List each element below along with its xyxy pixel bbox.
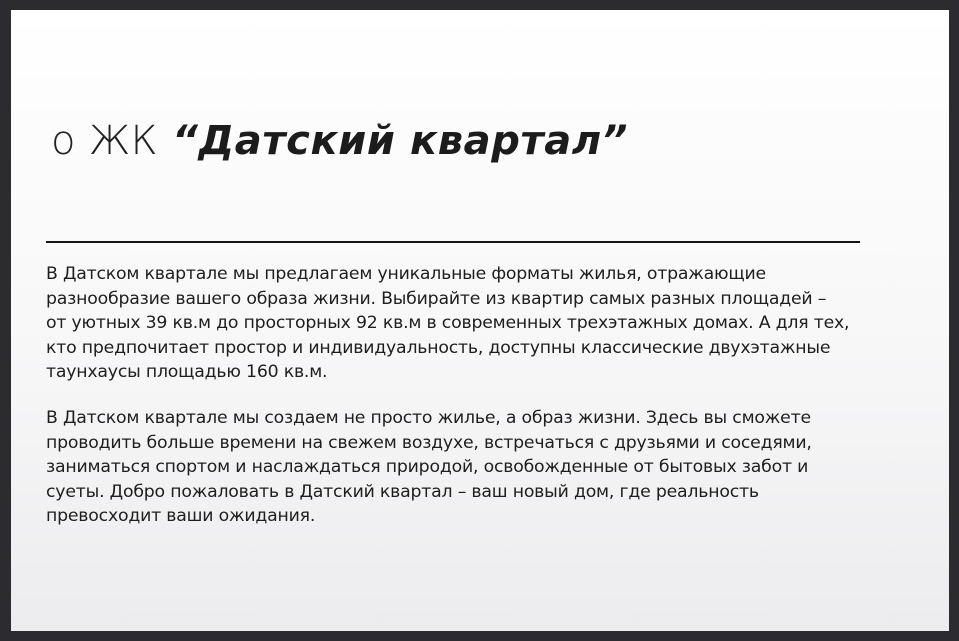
- paragraph-line: В Датском квартале мы создаем не просто жилье, а образ жизни. Здесь вы сможете: [46, 408, 811, 428]
- paragraph-line: проводить больше времени на свежем воздухе, встречаться с друзьями и соседями,: [46, 432, 812, 453]
- paragraph-lifestyle: [46, 406, 926, 529]
- paragraph-line: разнообразие вашего образа жизни. Выбирайте из квартир самых разных площадей –: [46, 288, 827, 309]
- paragraph-formats: [46, 262, 926, 385]
- title-divider: [46, 241, 860, 243]
- paragraph-line: таунхаусы площадью 160 кв.м.: [46, 362, 328, 383]
- title-prefix: о ЖК: [51, 118, 158, 164]
- title-project-name: “Датский квартал”: [172, 118, 629, 164]
- presentation-slide: [11, 10, 949, 631]
- paragraph-line: суеты. Добро пожаловать в Датский квартал – ваш новый дом, где реальность: [46, 481, 759, 502]
- paragraph-line: заниматься спортом и наслаждаться природой, освобожденные от бытовых забот и: [46, 457, 809, 478]
- paragraph-line: превосходит ваши ожидания.: [46, 506, 316, 527]
- paragraph-line: кто предпочитает простор и индивидуальность, доступны классические двухэтажные: [46, 337, 831, 358]
- paragraph-line: от уютных 39 кв.м до просторных 92 кв.м в современных трехэтажных домах. А для тех,: [46, 313, 850, 334]
- paragraph-line: В Датском квартале мы предлагаем уникальные форматы жилья, отражающие: [46, 264, 766, 284]
- slide-title: [51, 113, 628, 169]
